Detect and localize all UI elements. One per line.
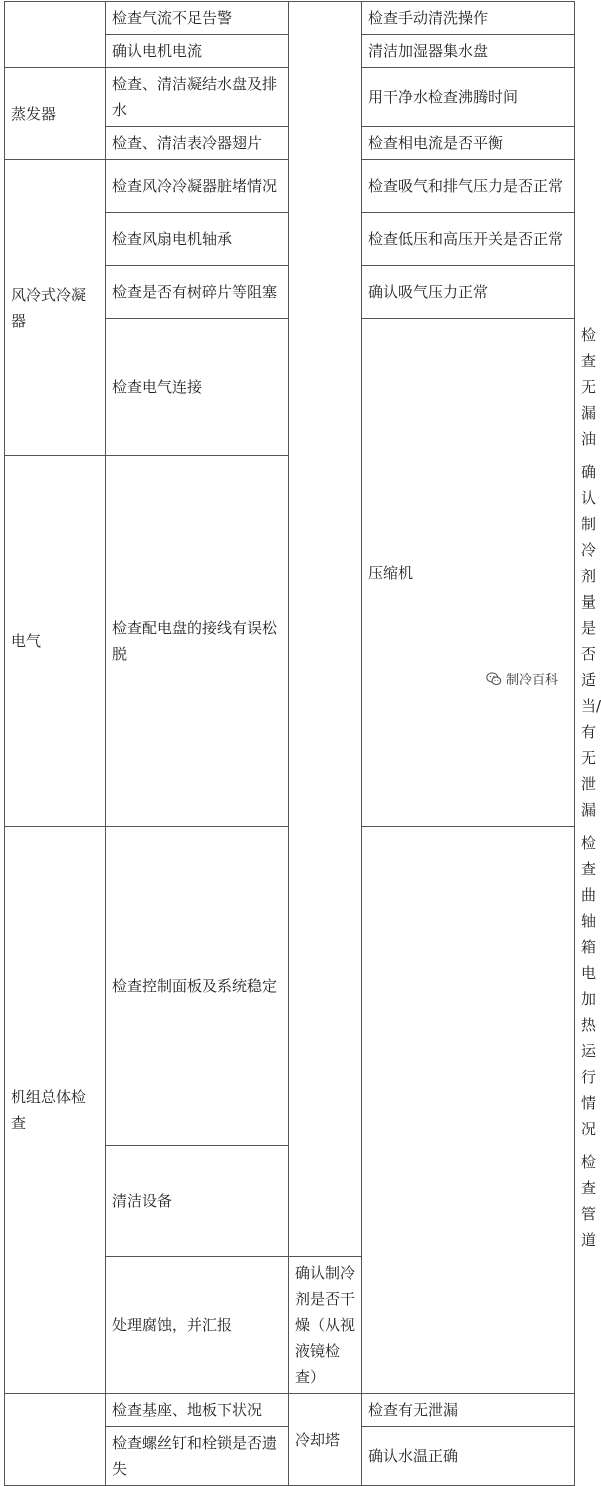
check-item: 检查气流不足告警	[106, 2, 289, 35]
check-item: 检查手动清洗操作	[362, 2, 575, 35]
section-air-cooled-condenser: 风冷式冷凝器	[5, 160, 106, 456]
section-cell-blank	[362, 827, 575, 1394]
check-item: 检查低压和高压开关是否正常	[362, 213, 575, 266]
section-unit-overall: 机组总体检查	[5, 827, 106, 1394]
check-item: 检查是否有树碎片等阻塞	[106, 266, 289, 319]
check-item: 检查、清洁凝结水盘及排水	[106, 68, 289, 127]
section-cooling-tower: 冷却塔	[289, 1394, 362, 1486]
check-item: 清洁设备	[106, 1146, 289, 1257]
check-item: 检查吸气和排气压力是否正常	[362, 160, 575, 213]
section-compressor: 压缩机	[362, 319, 575, 827]
table-row: 清洁设备 检查管道	[5, 1146, 575, 1257]
check-item: 检查有无泄漏	[362, 1394, 575, 1427]
check-item: 确认制冷剂是否干燥（从视液镜检查）	[289, 1257, 362, 1394]
check-item: 确认吸气压力正常	[362, 266, 575, 319]
check-item: 检查基座、地板下状况	[106, 1394, 289, 1427]
check-item: 确认水温正确	[362, 1427, 575, 1486]
check-item: 检查风冷冷凝器脏堵情况	[106, 160, 289, 213]
section-cell-blank	[5, 2, 106, 68]
table-row	[5, 1394, 575, 1427]
watermark	[483, 668, 561, 689]
watermark-text: 制冷百科	[505, 673, 558, 688]
section-evaporator: 蒸发器	[5, 68, 106, 160]
maintenance-checklist-table	[4, 1, 601, 1486]
table-row	[5, 2, 575, 35]
check-item: 检查风扇电机轴承	[106, 213, 289, 266]
wechat-icon	[486, 671, 502, 687]
check-item: 检查电气连接	[106, 319, 289, 456]
check-item: 用干净水检查沸腾时间	[362, 68, 575, 127]
check-item: 检查螺丝钉和栓锁是否遗失	[106, 1427, 289, 1486]
check-item: 检查配电盘的接线有误松脱	[106, 456, 289, 827]
check-item: 清洁加湿器集水盘	[362, 35, 575, 68]
check-item: 确认电机电流	[106, 35, 289, 68]
table-row: 电气 检查配电盘的接线有误松脱 确认制冷剂量是否适当/有无泄漏	[5, 456, 575, 827]
check-item: 检查、清洁表冷器翅片	[106, 127, 289, 160]
table-row: 机组总体检查 检查控制面板及系统稳定 检查曲轴箱电加热运行情况	[5, 827, 575, 1146]
check-item: 处理腐蚀，并汇报	[106, 1257, 289, 1394]
check-item: 检查相电流是否平衡	[362, 127, 575, 160]
section-cell-blank	[5, 1394, 106, 1486]
section-electrical: 电气	[5, 456, 106, 827]
table-row: 检查电气连接 压缩机 检查无漏油	[5, 319, 575, 456]
section-cell-blank	[289, 2, 362, 1257]
check-item: 检查控制面板及系统稳定	[106, 827, 289, 1146]
